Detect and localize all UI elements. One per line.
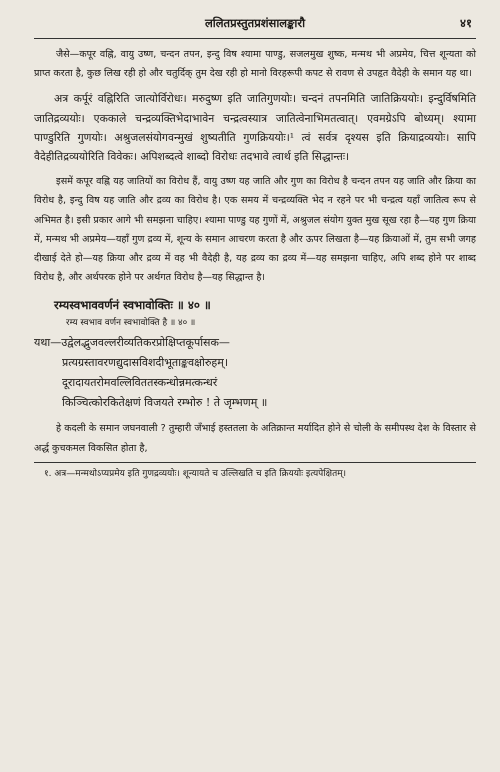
hindi-paragraph-3: हे कदली के समान जघनवाली ? तुम्हारी जँभाई हस्ततला के अतिक्रान्त मर्यादित होने से चोली के समीपस्थ देश के विस्तार से अर्द्ध कुचकमल विकसित होता है,	[34, 423, 476, 454]
footnote: १. अत्र—मन्मथोऽप्यप्रमेय इति गुणद्रव्ययोः। शून्यायते च उल्लिखति च इति क्रिययोः इत्यपेक्षितम्।	[44, 468, 347, 479]
page-number: ४१	[460, 16, 472, 30]
sutra-heading: रम्यस्वभाववर्णनं स्वभावोक्तिः ॥ ४० ॥	[54, 298, 211, 313]
sanskrit-commentary: अत्र कर्पूरं वह्निरिति जात्योर्विरोधः। मरुदुष्ण इति जातिगुणयोः। चन्दनं तपनमिति जातिक्रिययोः। इन्दुर्विषमिति जातिद्रव्ययोः। एककाले चन्द्रव्यक्तिभेदाभावेन चन्द्रत्वस्यात्र जातित्वेनाभिमतत्वात्। एवमग्रेऽपि बोध्यम्। श्यामा पाण्डुरिति गुणयोः। अश्रुजलसंयोगवन्मुखं शुष्यतीति गुणक्रिययोः।¹ त्वं सर्वत्र दृश्यस इति क्रियाद्रव्ययोः। सापि वैदेहीतिद्रव्ययोरिति विवेकः। अपिशब्दत्वे शाब्दो विरोधः तदभावे त्वार्थ इति सिद्धान्तः।	[34, 92, 476, 164]
hindi-paragraph-2: इसमें कपूर वह्नि यह जातियों का विरोध हैं, वायु उष्ण यह जाति और गुण का विरोध है चन्दन तपन यह जाति और क्रिया का विरोध है, इन्दु विष यह जाति और द्रव्य का विरोध है। एक समय में चन्द्रव्यक्ति भेद न रहने पर भी चन्द्रत्व यहाँ जातित्व रूप से अभिमत है। इसी प्रकार आगे भी समझना चाहिए। श्यामा पाण्डु यह गुणों में, अश्रुजल संयोग युक्त मुख सूख रहा है—यह गुण क्रिया में, मन्मथ भी अप्रमेय—यहाँ गुण द्रव्य में, शून्य के समान आचरण करता है और ऊपर लिखता है—यह क्रियाओं में, तुम सभी जगह दीखाई देते हो—यह क्रिया और द्रव्य में वह भी वैदेही है, यह द्रव्य का द्रव्य में—यह समझना चाहिए, अपि शब्द होने पर शाब्द विरोध है, और अर्थपरक होने पर अर्थगत विरोध है—यह सिद्धान्त है।	[34, 176, 476, 284]
verse-line: प्रत्यग्रस्तावरणद्युदासविशदीभूताङ्कवक्षोरुहम्।	[62, 356, 229, 370]
verse-line: यथा—उद्वेलद्भुजवल्लरीव्यतिकरप्रोक्षिप्तकूर्पासक—	[34, 336, 230, 350]
verse-line: किञ्चित्कोरकितेक्षणं विजयते रम्भोरु ! ते जृम्भणम् ॥	[62, 396, 268, 410]
verse-line: दूरादायतरोमवल्लिविततस्कन्धोन्नमत्कन्धरं	[62, 376, 218, 390]
verse-block	[34, 333, 476, 413]
running-header	[34, 12, 476, 39]
sutra-translation: रम्य स्वभाव वर्णन स्वभावोक्ति है ॥ ४० ॥	[66, 318, 196, 329]
footnote-divider	[34, 462, 476, 463]
hindi-paragraph-1: जैसे—कपूर वह्नि, वायु उष्ण, चन्दन तपन, इन्दु विष श्यामा पाण्डु, सजलमुख शुष्क, मन्मथ भी अप्रमेय, चित्त शून्यता को प्राप्त करता है, कुछ लिख रही हो और चतुर्दिक् तुम देख रही हो मानो विरहरूपी कपट से रावण से उपहृत वैदेही के समान यह था।	[34, 49, 476, 80]
header-title: ललितप्रस्तुतप्रशंसालङ्कारौ	[204, 16, 306, 30]
